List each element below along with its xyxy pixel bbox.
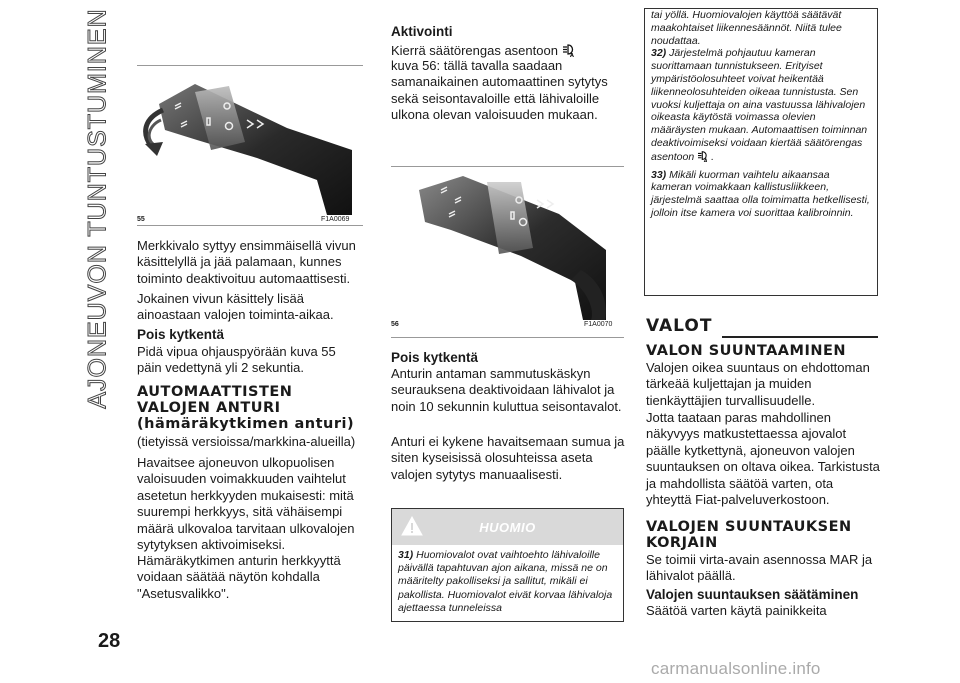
col1-paragraph-3: Pidä vipua ohjauspyörään kuva 55 päin vedettynä yli 2 sekuntia. (137, 344, 336, 376)
note-number-32: 32) (651, 47, 667, 60)
figure-56 (391, 170, 624, 328)
col1-paragraph-5: Havaitsee ajoneuvon ulkopuolisen valoisuuden voimakkuuden vaihtelut asetetun herkkyyden mukaisesti: mitä suurempi herkkyys, sitä vähäisempi määrä ulkovaloa tarvitaan ulkovalojen sytytyksen aktivoimiseksi. (137, 455, 355, 553)
col2-paragraph-2: kuva 56: tällä tavalla saadaan samanaikainen automaattinen sytytys sekä seisontavaloille että lähivaloille ulkona olevan valoisuuden mukaan. (391, 58, 608, 123)
col1-paragraph-2: Jokainen vivun käsittely lisää ainoastaan valojen toiminta-aikaa. (137, 291, 334, 323)
warning-note-header (392, 509, 623, 545)
col1-paragraph-1: Merkkivalo syttyy ensimmäisellä vivun käsittelyllä ja jää palamaan, kunnes toiminto deaktivoituu automaattisesti. (137, 238, 356, 286)
chapter-side-title: AJONEUVON TUNTUSTUMINEN (83, 7, 112, 409)
note-text-32: Järjestelmä pohjautuu kameran suorittamaan tunnistukseen. Erityiset ympäristöolosuhteet voivat heikentää liikenneolosuhteiden oikeaa tunnistusta. Sen vuoksi kuljettaja on aina vastuussa lähivalojen oikeasta käytöstä voimassa olevien määräysten mukaan. Automaattisen toiminnan deaktivoimiseksi voidaan kiertää säätörengas asentoon (651, 47, 868, 163)
note-32: 32) Järjestelmä pohjautuu kameran suorittamaan tunnistukseen. Erityiset ympäristöolosuhteet voivat heikentää liikenneolosuhteiden oikeaa tunnistusta. Sen vuoksi kuljettaja on aina vastuussa lähivalojen oikeasta käytöstä voimassa olevien määräysten mukaan. Automaattisen toiminnan deaktivoimiseksi voidaan kiertää säätörengas asentoon A . (651, 47, 868, 163)
heading-saataminen: Valojen suuntauksen säätäminen (646, 587, 859, 602)
col2-paragraph-3: Anturin antaman sammutuskäskyn seurauksena deaktivoidaan lähivalot ja noin 10 sekunnin kuluttua seisontavalot. (391, 366, 622, 414)
col1-heading-pois: Pois kytkentä (137, 327, 225, 342)
col2-heading-aktivointi: Aktivointi (391, 24, 453, 39)
figure-55-bottom-rule (137, 225, 363, 226)
col1-paragraph-6: Hämäräkytkimen anturin herkkyyttä voidaan säätää näytön kohdalla "Asetusvalikko". (137, 553, 341, 601)
section-heading-rule (722, 336, 878, 338)
note-33 (651, 169, 873, 220)
note-number-31: 31) (398, 549, 414, 561)
figure-56-number: 56 (391, 321, 399, 328)
svg-text:A: A (570, 53, 575, 57)
col3-paragraph-2: Jotta taataan paras mahdollinen näkyvyys matkustettaessa ajovalot päälle kytkettynä, ajoneuvon valojen suuntauksen on oltava oikea. Tarkistusta ja mahdollista säätöä varten, ota yhteyttä Fiat-palveluverkostoon. (646, 410, 880, 508)
notes-continuation-box (644, 8, 878, 296)
figure-55 (137, 70, 363, 223)
heading-valon-suuntaaminen: VALON SUUNTAAMINEN (646, 343, 847, 359)
col1-paragraph-4: (tietyissä versioissa/markkina-alueilla) (137, 434, 356, 449)
col2-paragraph-1: Kierrä säätörengas asentoon (391, 43, 558, 58)
figure-56-top-rule (391, 166, 624, 167)
col2-paragraph-4: Anturi ei kykene havaitsemaan sumua ja siten kyseisissä olosuhteissa aseta valojen sytytys manuaalisesti. (391, 434, 625, 482)
auto-light-icon (562, 43, 578, 57)
figure-56-bottom-rule (391, 337, 624, 338)
svg-text:A: A (704, 158, 708, 162)
note-text-31: Huomiovalot ovat vaihtoehto lähivaloille päivällä tapahtuvan ajon aikana, missä ne on määritelty pakolliseksi ja sallitut, mikäli ei pakollista. Huomiovalot eivät korvaa lähivaloja ajettaessa tunneleissa (398, 549, 613, 614)
col3-paragraph-1: Valojen oikea suuntaus on ehdottoman tärkeää kuljettajan ja muiden tienkäyttäjien turvallisuudelle. (646, 360, 870, 408)
heading-valojen-suuntauksen-korjain: VALOJEN SUUNTAUKSEN KORJAIN (646, 519, 852, 551)
auto-light-icon (697, 150, 711, 162)
figure-55-top-rule (137, 65, 363, 66)
warning-note-body (392, 545, 623, 619)
figure-55-number: 55 (137, 216, 145, 223)
col2-heading-pois: Pois kytkentä (391, 350, 479, 365)
warning-note-box (391, 508, 624, 622)
note-number-33: 33) (651, 168, 667, 181)
warning-note-title: HUOMIO (479, 519, 536, 535)
col3-paragraph-4: Säätöä varten käytä painikkeita (646, 603, 827, 618)
note-text-33: Mikäli kuorman vaihtelu aikaansaa kameran voimakkaan kallistusliikkeen, järjestelmä saattaa olla toimimatta hetkellisesti, jolloin itse kamera voi suorittaa kalibroinnin. (651, 168, 870, 219)
note-continued-text: tai yöllä. Huomiovalojen käyttöä säätävät maakohtaiset liikennesäännöt. Niitä tulee noudattaa. (651, 9, 842, 47)
figure-55-code: F1A0069 (321, 216, 350, 223)
watermark: carmanualsonline.info (651, 659, 821, 678)
page-number: 28 (98, 630, 121, 652)
col3-paragraph-3: Se toimii virta-avain asennossa MAR ja lähivalot päällä. (646, 552, 873, 584)
col1-heading-automatic-sensor: AUTOMAATTISTEN VALOJEN ANTURI (hämäräkytkimen anturi) (137, 384, 355, 432)
figure-56-code: F1A0070 (584, 321, 613, 328)
section-heading-valot: VALOT (646, 316, 713, 336)
